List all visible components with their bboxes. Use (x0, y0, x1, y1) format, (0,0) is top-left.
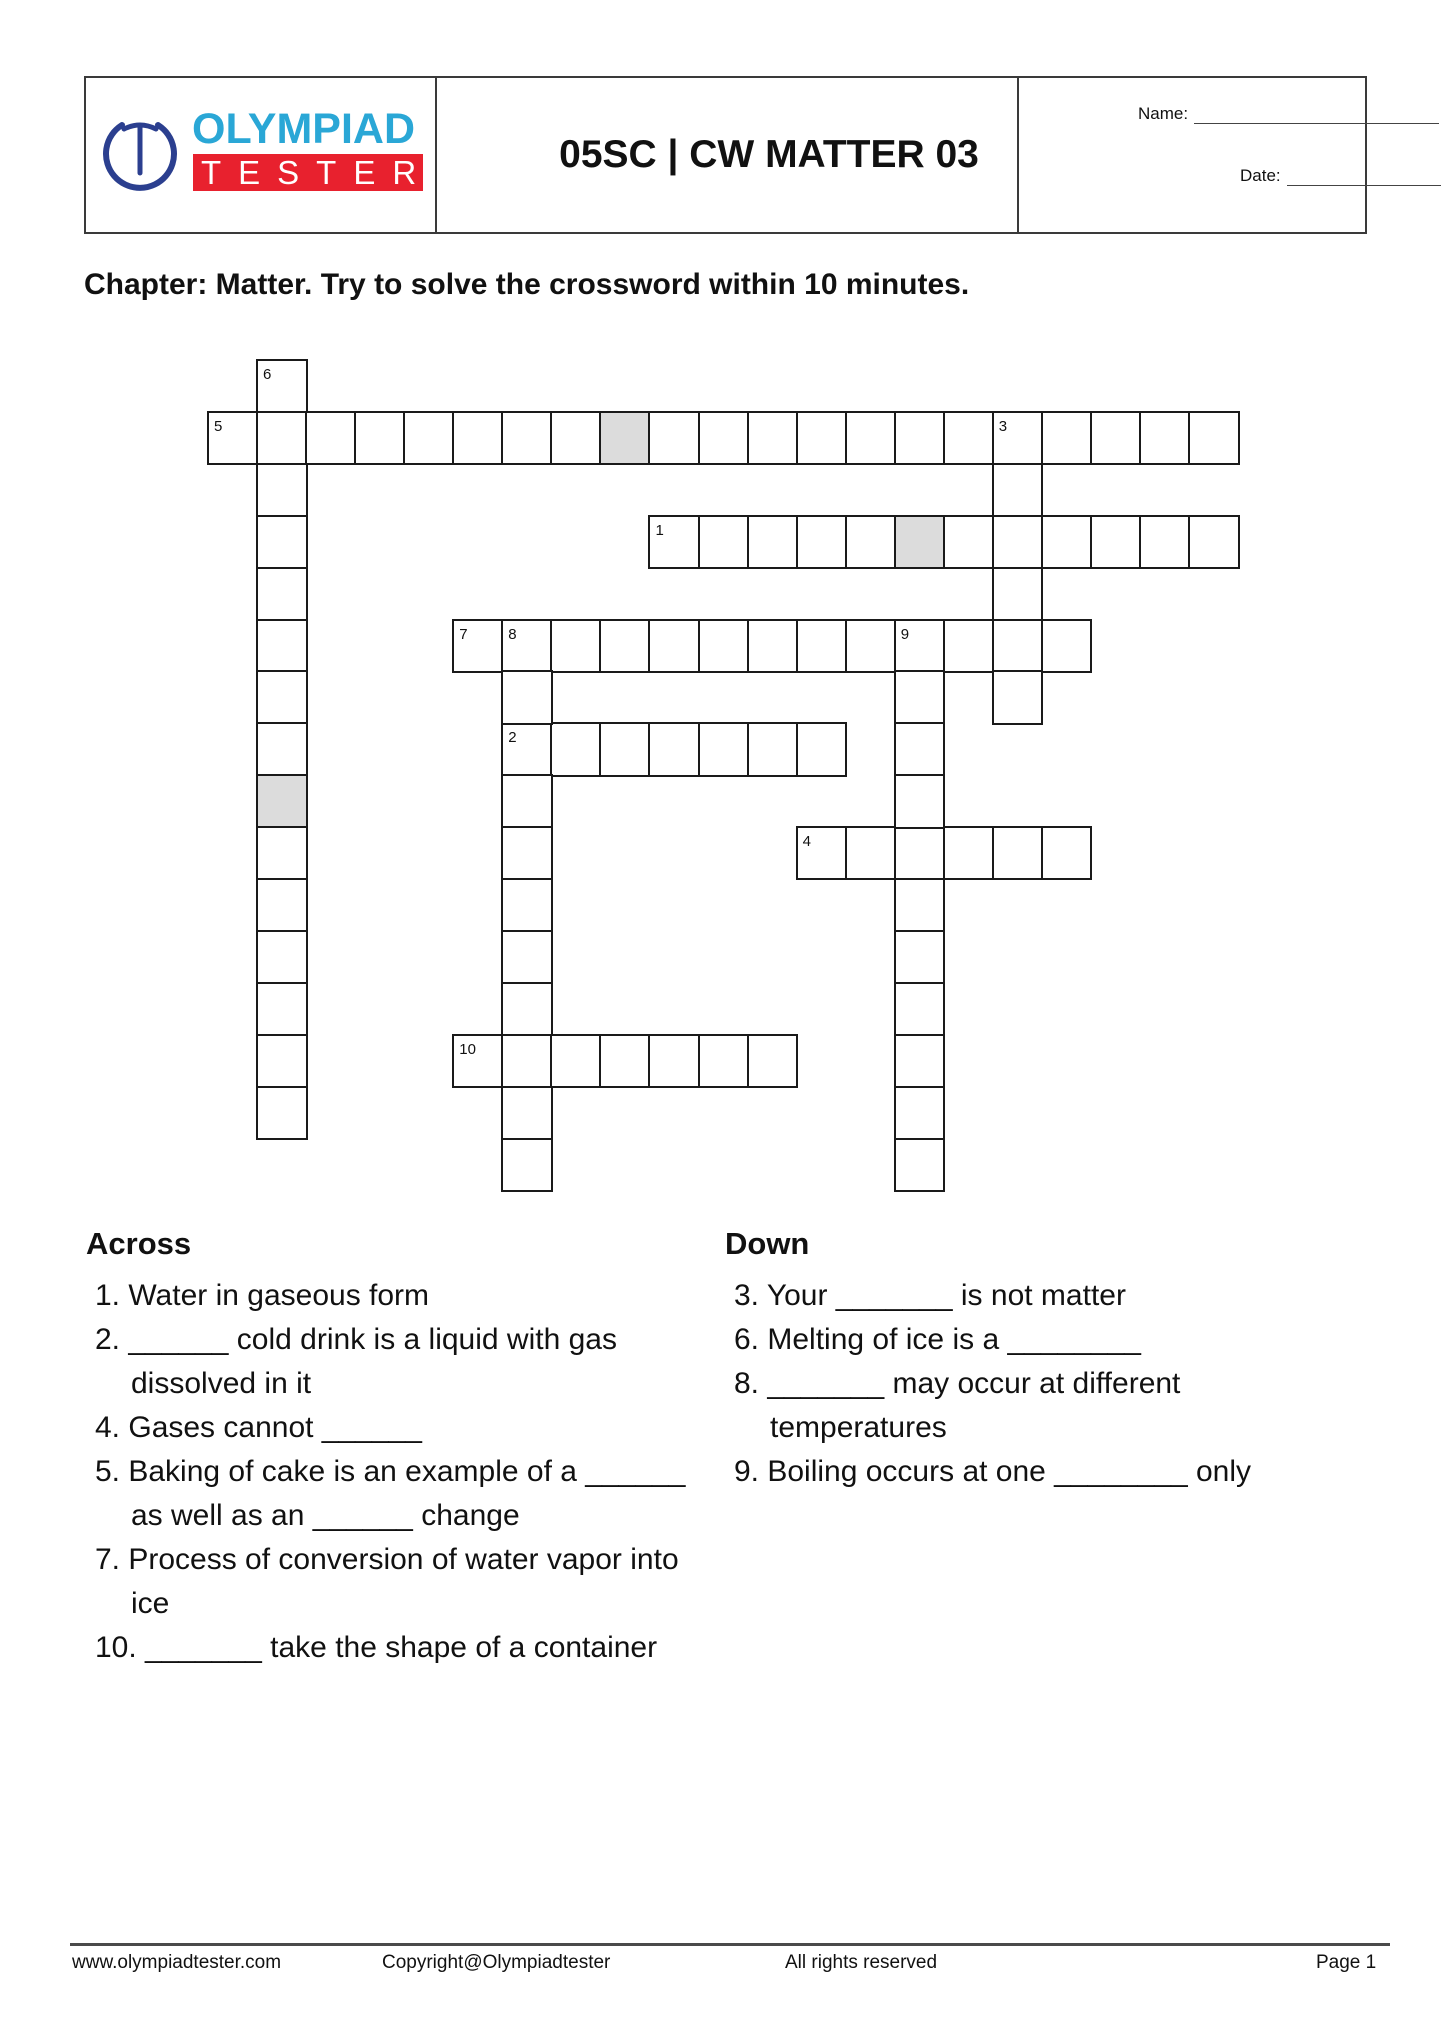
crossword-cell[interactable] (256, 982, 308, 1036)
clue-number: 10 (459, 1040, 476, 1058)
crossword-cell[interactable] (1041, 619, 1093, 673)
clue-down-3: 3. Your _______ is not matter (734, 1279, 1126, 1312)
clue-number: 2 (508, 729, 517, 747)
crossword-cell[interactable] (992, 463, 1044, 517)
crossword-cell[interactable] (747, 619, 799, 673)
crossword-cell[interactable] (550, 1034, 602, 1088)
crossword-cell[interactable] (501, 722, 553, 776)
crossword-cell[interactable] (501, 619, 553, 673)
crossword-cell[interactable] (894, 982, 946, 1036)
crossword-cell[interactable] (796, 722, 848, 776)
crossword-cell[interactable] (845, 619, 897, 673)
clue-across-5: 5. Baking of cake is an example of a ______ as well as an ______ change (95, 1455, 686, 1532)
crossword-cell[interactable] (698, 722, 750, 776)
crossword-cell[interactable] (698, 619, 750, 673)
crossword-cell[interactable] (894, 1086, 946, 1140)
crossword-cell[interactable] (256, 411, 308, 465)
crossword-cell[interactable] (207, 411, 259, 465)
clue-down-6: 6. Melting of ice is a ________ (734, 1323, 1141, 1356)
crossword-cell[interactable] (943, 515, 995, 569)
crossword-cell[interactable] (501, 878, 553, 932)
olympiad-tester-logo-icon (100, 113, 180, 193)
clue-number: 1 (655, 521, 664, 539)
across-heading: Across (86, 1226, 192, 1261)
crossword-cell[interactable] (501, 411, 553, 465)
crossword-cell[interactable] (698, 1034, 750, 1088)
crossword-cell[interactable] (501, 670, 553, 724)
crossword-cell[interactable] (845, 826, 897, 880)
crossword-cell[interactable] (796, 515, 848, 569)
clue-number: 6 (263, 366, 272, 383)
crossword-cell[interactable] (256, 515, 308, 569)
crossword-cell[interactable] (894, 670, 946, 724)
crossword-cell[interactable] (305, 411, 357, 465)
crossword-cell[interactable] (599, 722, 651, 776)
crossword-cell[interactable] (1090, 411, 1142, 465)
crossword-cell[interactable] (501, 982, 553, 1036)
date-label: Date: (1240, 166, 1281, 185)
crossword-cell[interactable] (501, 930, 553, 984)
crossword-cell[interactable] (256, 878, 308, 932)
name-label: Name: (1138, 104, 1189, 123)
clue-down-9: 9. Boiling occurs at one ________ only (734, 1455, 1252, 1488)
crossword-cell[interactable] (992, 515, 1044, 569)
crossword-cell[interactable] (894, 774, 946, 828)
crossword-cell[interactable] (1188, 411, 1240, 465)
crossword-cell[interactable] (845, 515, 897, 569)
crossword-cell[interactable] (256, 567, 308, 621)
crossword-cell[interactable] (747, 411, 799, 465)
crossword-cell[interactable] (894, 411, 946, 465)
crossword-cell[interactable] (501, 1086, 553, 1140)
down-clues (725, 1222, 1325, 1494)
crossword-cell[interactable] (648, 411, 700, 465)
clue-number: 9 (900, 625, 910, 643)
crossword-cell[interactable] (1041, 411, 1093, 465)
crossword-cell[interactable] (992, 670, 1044, 724)
date-blank[interactable] (1287, 171, 1441, 186)
crossword-cell[interactable] (1041, 515, 1093, 569)
crossword-cell[interactable] (747, 515, 799, 569)
crossword-cell[interactable] (894, 1138, 946, 1192)
crossword-cell[interactable] (256, 619, 308, 673)
crossword-cell[interactable] (894, 930, 946, 984)
clue-number: 7 (459, 625, 468, 643)
crossword-cell[interactable] (1139, 411, 1191, 465)
footer-page-number: Page 1 (1316, 1952, 1377, 1973)
crossword-cell[interactable] (550, 619, 602, 673)
crossword-cell[interactable] (648, 722, 700, 776)
crossword-cell[interactable] (550, 722, 602, 776)
crossword-cell[interactable] (747, 722, 799, 776)
crossword-cell[interactable] (747, 1034, 799, 1088)
crossword-cell[interactable] (943, 411, 995, 465)
crossword-cell[interactable] (599, 1034, 651, 1088)
crossword-cell[interactable] (894, 826, 946, 880)
clue-across-2: 2. ______ cold drink is a liquid with gas dissolved in it (95, 1323, 617, 1400)
header-divider (1017, 78, 1019, 232)
crossword-cell[interactable] (894, 722, 946, 776)
clue-down-8: 8. _______ may occur at different temperatures (734, 1367, 1181, 1444)
clue-across-10: 10. _______ take the shape of a container (95, 1631, 658, 1664)
crossword-cell[interactable] (648, 1034, 700, 1088)
crossword-cell[interactable] (354, 411, 406, 465)
crossword-cell[interactable] (599, 619, 651, 673)
crossword-cell[interactable] (501, 826, 553, 880)
footer-divider (70, 1943, 1390, 1946)
date-field[interactable] (1240, 166, 1441, 186)
name-field[interactable] (1138, 104, 1439, 124)
footer-copyright: Copyright@Olympiadtester (382, 1952, 611, 1973)
crossword-cell[interactable] (256, 670, 308, 724)
crossword-cell[interactable] (256, 463, 308, 517)
footer-website: www.olympiadtester.com (72, 1952, 282, 1973)
crossword-cell[interactable] (550, 411, 602, 465)
worksheet-title: 05SC | CW MATTER 03 (559, 133, 979, 176)
clue-across-7: 7. Process of conversion of water vapor into ice (95, 1543, 679, 1620)
crossword-cell[interactable] (452, 1034, 504, 1088)
clue-number: 4 (802, 833, 811, 851)
crossword-cell[interactable] (648, 619, 700, 673)
crossword-cell[interactable] (256, 359, 308, 413)
crossword-cell[interactable] (648, 515, 700, 569)
crossword-cell[interactable] (992, 567, 1044, 621)
crossword-cell[interactable] (894, 515, 946, 569)
footer-rights: All rights reserved (785, 1952, 938, 1973)
crossword-cell[interactable] (452, 411, 504, 465)
crossword-cell[interactable] (992, 411, 1044, 465)
crossword-cell[interactable] (796, 619, 848, 673)
crossword-cell[interactable] (501, 774, 553, 828)
worksheet-header (84, 76, 1367, 234)
crossword-cell[interactable] (256, 722, 308, 776)
crossword-cell[interactable] (256, 1086, 308, 1140)
chapter-instructions: Chapter: Matter. Try to solve the crossword within 10 minutes. (84, 268, 970, 301)
name-blank[interactable] (1194, 109, 1439, 124)
clue-number: 5 (214, 417, 223, 435)
clue-across-1: 1. Water in gaseous form (95, 1279, 430, 1312)
name-date-box (1103, 78, 1365, 232)
crossword-cell[interactable] (501, 1138, 553, 1192)
crossword-cell[interactable] (943, 619, 995, 673)
crossword-cell[interactable] (256, 774, 308, 828)
crossword-cell[interactable] (796, 826, 848, 880)
crossword-cell[interactable] (943, 826, 995, 880)
crossword-cell[interactable] (698, 515, 750, 569)
crossword-cell[interactable] (992, 619, 1044, 673)
crossword-cell[interactable] (894, 878, 946, 932)
across-clues (86, 1222, 706, 1670)
crossword-cell[interactable] (1139, 515, 1191, 569)
crossword-cell[interactable] (1188, 515, 1240, 569)
crossword-cell[interactable] (256, 826, 308, 880)
crossword-cell[interactable] (796, 411, 848, 465)
clue-number: 8 (508, 625, 517, 643)
logo-tester-text: TESTER (193, 154, 423, 191)
crossword-cell[interactable] (894, 1034, 946, 1088)
crossword-cell[interactable] (1041, 826, 1093, 880)
crossword-cell[interactable] (698, 411, 750, 465)
crossword-cell[interactable] (599, 411, 651, 465)
crossword-cell[interactable] (452, 619, 504, 673)
crossword-cell[interactable] (256, 930, 308, 984)
crossword-cell[interactable] (992, 826, 1044, 880)
crossword-cell[interactable] (845, 411, 897, 465)
clue-number: 3 (998, 417, 1008, 435)
down-heading: Down (725, 1226, 810, 1261)
crossword-cell[interactable] (256, 1034, 308, 1088)
crossword-cell[interactable] (403, 411, 455, 465)
clue-across-4: 4. Gases cannot ______ (95, 1411, 422, 1444)
crossword-cell[interactable] (1090, 515, 1142, 569)
crossword-cell[interactable] (501, 1034, 553, 1088)
logo (86, 78, 435, 232)
crossword-cell[interactable] (894, 619, 946, 673)
logo-olympiad-text: OLYMPIAD (192, 105, 415, 153)
